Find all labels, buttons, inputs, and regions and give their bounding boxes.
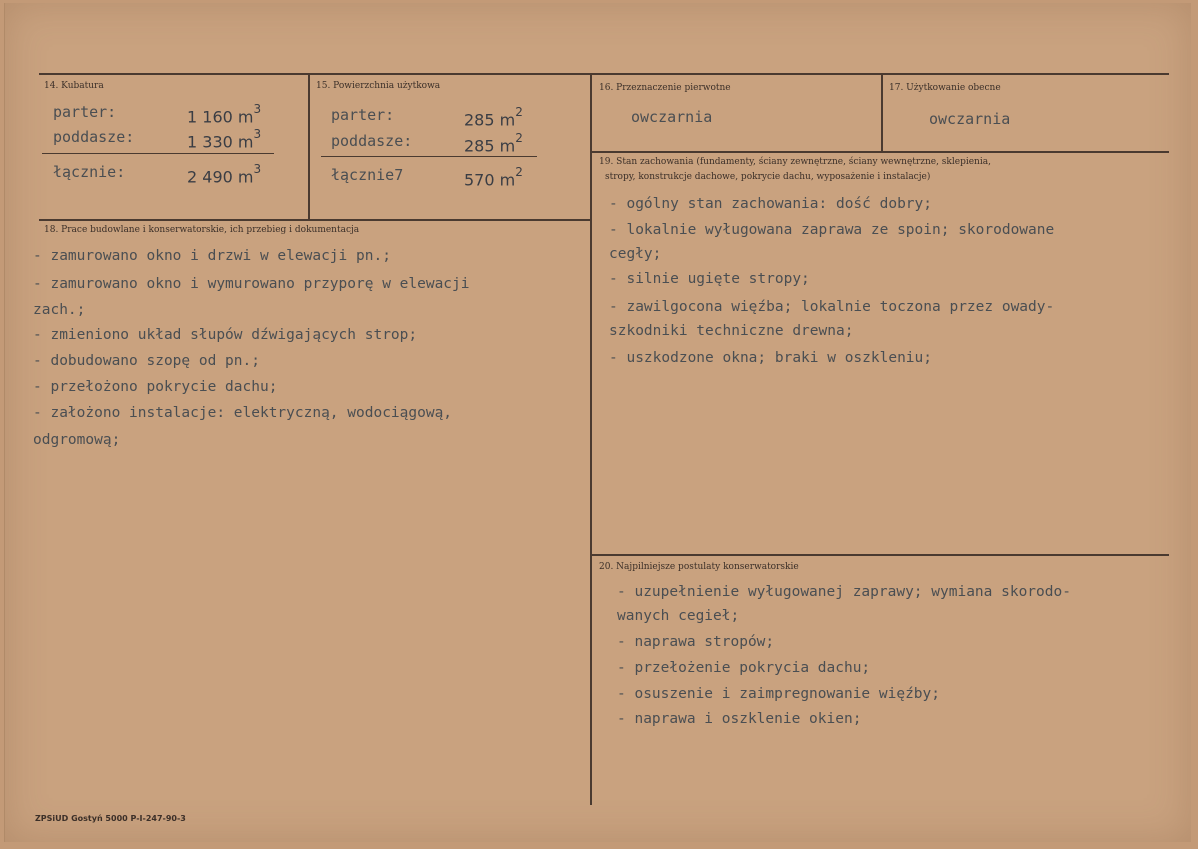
list-item: - założono instalacje: elektryczną, wodociągową, [33, 405, 453, 421]
kubatura-parter-value: 1 160 $m^3$ [187, 102, 262, 127]
powierzchnia-total-value: 570 $m^2$ [464, 165, 523, 190]
divider-16-17 [881, 75, 883, 153]
list-item: - dobudowano szopę od pn.; [33, 353, 260, 369]
list-item: - silnie ugięte stropy; [609, 271, 810, 287]
rule-above-20 [592, 554, 1169, 556]
list-item: cegły; [609, 246, 662, 262]
powierzchnia-parter-value: 285 $m^2$ [464, 105, 523, 130]
list-item: zach.; [33, 302, 86, 318]
kubatura-total-label: łącznie: [53, 163, 126, 181]
przeznaczenie-pierwotne-value: owczarnia [631, 108, 713, 126]
uzytkowanie-obecne-value: owczarnia [929, 110, 1011, 128]
list-item: szkodniki techniczne drewna; [609, 323, 854, 339]
section-19-title-line-1: 19. Stan zachowania (fundamenty, ściany zewnętrzne, ściany wewnętrzne, sklepienia, [599, 157, 991, 167]
kubatura-poddasze-value: 1 330 $m^3$ [187, 127, 262, 152]
sum-rule-15 [321, 156, 537, 157]
list-item: - lokalnie wyługowana zaprawa ze spoin; skorodowane [609, 222, 1055, 238]
record-card [4, 3, 1191, 842]
section-17-title: 17. Użytkowanie obecne [889, 83, 1001, 93]
rule-under-14-15 [39, 219, 592, 221]
rule-under-16-17 [592, 151, 1169, 153]
list-item: - przełożenie pokrycia dachu; [617, 660, 871, 676]
powierzchnia-parter-label: parter: [331, 106, 395, 124]
list-item: - naprawa i oszklenie okien; [617, 711, 862, 727]
section-16-title: 16. Przeznaczenie pierwotne [599, 83, 731, 93]
kubatura-poddasze-label: poddasze: [53, 128, 135, 146]
list-item: - uzupełnienie wyługowanej zaprawy; wymiana skorodo- [617, 584, 1071, 600]
section-15-title: 15. Powierzchnia użytkowa [316, 81, 441, 91]
section-14-title: 14. Kubatura [44, 81, 104, 91]
powierzchnia-poddasze-value: 285 $m^2$ [464, 131, 523, 156]
kubatura-parter-label: parter: [53, 103, 117, 121]
list-item: odgromową; [33, 432, 121, 448]
list-item: - ogólny stan zachowania: dość dobry; [609, 196, 933, 212]
list-item: - zawilgocona więźba; lokalnie toczona przez owady- [609, 299, 1055, 315]
sum-rule-14 [42, 153, 274, 154]
section-18-title: 18. Prace budowlane i konserwatorskie, ich przebieg i dokumentacja [44, 225, 360, 235]
list-item: wanych cegieł; [617, 608, 740, 624]
section-20-title: 20. Najpilniejsze postulaty konserwatorskie [599, 562, 799, 572]
list-item: - uszkodzone okna; braki w oszkleniu; [609, 350, 933, 366]
list-item: - zamurowano okno i wymurowano przyporę w elewacji [33, 276, 470, 292]
powierzchnia-total-label: łącznie7 [331, 166, 404, 184]
printer-imprint: ZPSiUD Gostyń 5000 P-I-247-90-3 [35, 814, 186, 823]
list-item: - osuszenie i zaimpregnowanie więźby; [617, 686, 941, 702]
kubatura-total-value: 2 490 $m^3$ [187, 162, 262, 187]
list-item: - zamurowano okno i drzwi w elewacji pn.; [33, 248, 391, 264]
list-item: - naprawa stropów; [617, 634, 775, 650]
powierzchnia-poddasze-label: poddasze: [331, 132, 413, 150]
main-vertical-divider [590, 73, 592, 805]
top-rule [39, 73, 1169, 75]
list-item: - przełożono pokrycie dachu; [33, 379, 278, 395]
divider-14-15 [308, 73, 310, 221]
section-19-title-line-2: stropy, konstrukcje dachowe, pokrycie dachu, wyposażenie i instalacje) [605, 172, 931, 182]
list-item: - zmieniono układ słupów dźwigających strop; [33, 327, 418, 343]
